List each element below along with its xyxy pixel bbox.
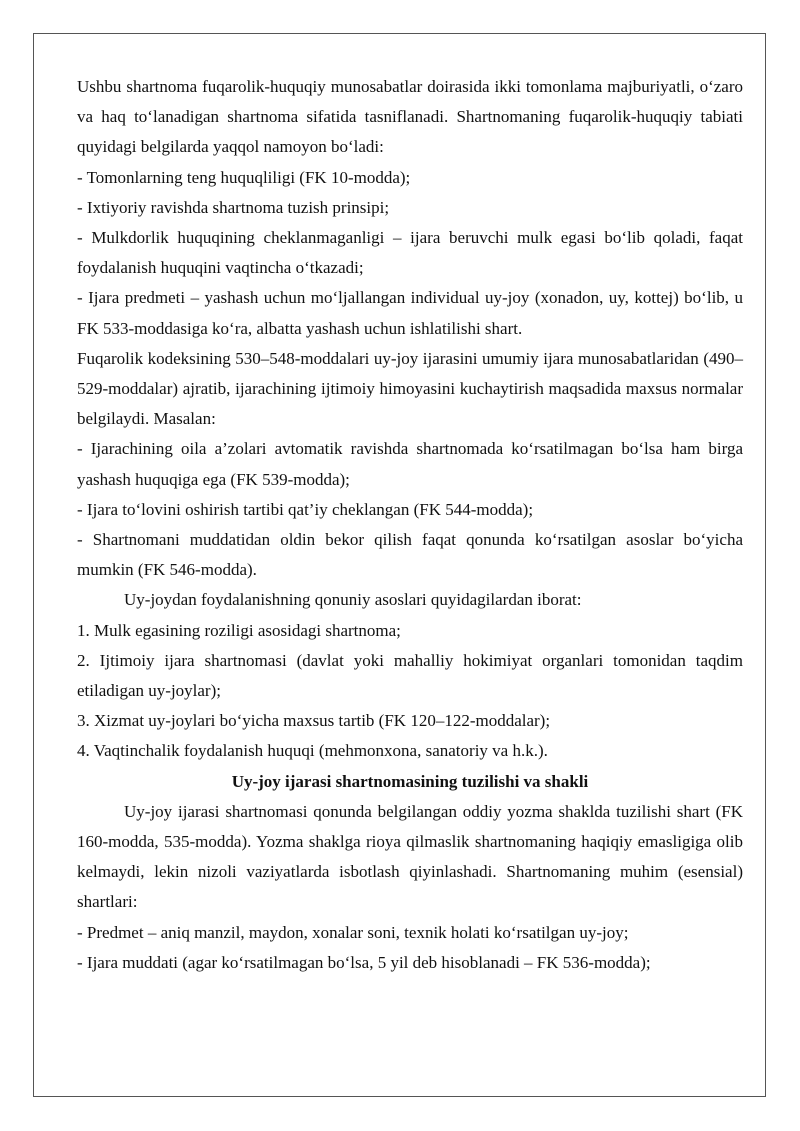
list-item-term: - Ijara muddati (agar ko‘rsatilmagan bo‘lsa, 5 yil deb hisoblanadi – FK 536-modda); — [77, 952, 651, 972]
section-heading: Uy-joy ijarasi shartnomasining tuzilishi va shakli — [231, 771, 589, 791]
list-item-payment-increase: - Ijara to‘lovini oshirish tartibi qat’iy cheklangan (FK 544-modda); — [77, 499, 534, 519]
paragraph-civil-code: Fuqarolik kodeksining 530–548-moddalari uy-joy ijarasini umumiy ijara munosabatlaridan (490–529-moddalar) ajratib, ijarachining ijtimoiy himoyasini kuchaytirish maqsadida maxsus normalar belgilaydi. Masalan: — [77, 348, 743, 429]
numbered-item-4: 4. Vaqtinchalik foydalanish huquqi (mehmonxona, sanatoriy va h.k.). — [77, 741, 548, 761]
paragraph-written-form: Uy-joy ijarasi shartnomasi qonunda belgilangan oddiy yozma shaklda tuzilishi shart (FK 160-modda, 535-modda). Yozma shaklga rioya qilmaslik shartnomaning haqiqiy emasligiga olib kelmaydi, lekin nizoli vaziyatlarda isbotlash qiyinlashadi. Shartnomaning muhim (esensial) shartlari: — [77, 801, 743, 912]
paragraph-intro: Ushbu shartnoma fuqarolik-huquqiy munosabatlar doirasida ikki tomonlama majburiyatli, o‘zaro va haq to‘lanadigan shartnoma sifatida tasniflanadi. Shartnomaning fuqarolik-huquqiy tabiati quyidagi belgilarda yaqqol namoyon bo‘ladi: — [77, 77, 743, 157]
list-item-predmet: - Predmet – aniq manzil, maydon, xonalar soni, texnik holati ko‘rsatilgan uy-joy; — [77, 922, 629, 942]
document-body — [77, 72, 743, 978]
list-item-subject: - Ijara predmeti – yashash uchun mo‘ljallangan individual uy-joy (xonadon, uy, kottej) bo‘lib, u FK 533-moddasiga ko‘ra, albatta yashash uchun ishlatilishi shart. — [77, 288, 743, 338]
list-item-family-members: - Ijarachining oila a’zolari avtomatik ravishda shartnomada ko‘rsatilmagan bo‘lsa ham birga yashash huquqiga ega (FK 539-modda); — [77, 439, 743, 489]
paragraph-legal-bases: Uy-joydan foydalanishning qonuniy asoslari quyidagilardan iborat: — [124, 590, 582, 610]
numbered-item-1: 1. Mulk egasining roziligi asosidagi shartnoma; — [77, 620, 401, 640]
numbered-item-3: 3. Xizmat uy-joylari bo‘yicha maxsus tartib (FK 120–122-moddalar); — [77, 711, 551, 731]
numbered-item-2: 2. Ijtimoiy ijara shartnomasi (davlat yoki mahalliy hokimiyat organlari tomonidan taqdim etiladigan uy-joylar); — [77, 650, 743, 701]
list-item-early-termination: - Shartnomani muddatidan oldin bekor qilish faqat qonunda ko‘rsatilgan asoslar bo‘yicha mumkin (FK 546-modda). — [77, 530, 743, 580]
list-item-voluntary: - Ixtiyoriy ravishda shartnoma tuzish prinsipi; — [77, 197, 390, 217]
list-item-equal-rights: - Tomonlarning teng huquqliligi (FK 10-modda); — [77, 167, 411, 187]
document-page — [33, 33, 766, 1097]
list-item-ownership: - Mulkdorlik huquqining cheklanmaganligi – ijara beruvchi mulk egasi bo‘lib qoladi, faqat foydalanish huquqini vaqtincha o‘tkazadi; — [77, 228, 743, 278]
